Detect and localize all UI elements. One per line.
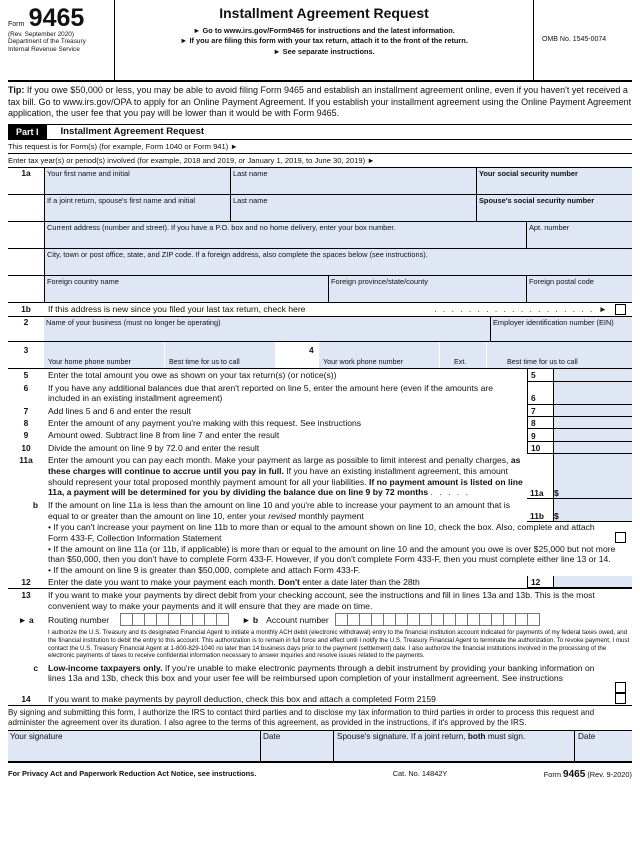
line-13c-text: Low-income taxpayers only. If you're unable to make electronic payments through a debit instrument by providing your banking information on lines 13a and 13b, check this box and your user fee will be reimbursed upon completion of your installment agreement. See instructions [48, 662, 595, 684]
line-number: c [33, 662, 38, 673]
line-box-label: 9 [527, 429, 553, 441]
part-1-title: Installment Agreement Request [60, 126, 205, 138]
privacy-notice: For Privacy Act and Paperwork Reduction Act Notice, see instructions. [8, 769, 257, 779]
line-number: 11a [19, 455, 33, 466]
line-11b-text: If the amount on line 11a is less than the amount on line 10 and you're able to increase your payment to an amount that is equal to or greater than the amount on line 10, enter your revised monthly payment [48, 500, 511, 521]
line-number: 3 [23, 345, 29, 356]
ach-authorization: I authorize the U.S. Treasury and its designated Financial Agent to initiate a monthly ACH debit (electronic withdrawal) entry to the financial institution account indicated for payments of my federal taxes owed, and the financial institution to debit the entry to this account. This authorization is to remain in full force and effect until I notify the U.S. Treasury Financial Agent to terminate the authorization. To revoke payment, I must contact the U.S. Treasury Financial Agent at 1-800-829-1040 no later than 14 business days prior to the payment (settlement) date. I also authorize the financial institutions involved in the processing of the electronic payments of taxes to receive confidential information necessary to answer inquiries and resolve issues related to the payments. [48, 629, 630, 660]
line-text: Amount owed. Subtract line 8 from line 7 and enter the result [48, 430, 280, 441]
spouse-last-name-field[interactable]: Last name [230, 195, 476, 221]
spouse-signature-field[interactable]: Spouse's signature. If a joint return, both must sign. [333, 731, 574, 761]
home-phone-field[interactable] [44, 342, 164, 368]
line-number: 1a [21, 168, 31, 179]
line-text: Divide the amount on line 9 by 72.0 and enter the result [48, 442, 260, 453]
omb-number: OMB No. 1545-0074 [533, 0, 632, 80]
line-9 [8, 429, 632, 441]
account-number-field[interactable] [335, 613, 539, 626]
line-11a-text: Enter the amount you can pay each month. Make your payment as large as possible to limit interest and penalty charges, as these charges will continue to accrue until you pay in full. If you have an existing installment agreement, this amount should represent your total proposed monthly payment amount for all your liabilities. If no payment amount is listed on line 11a, a payment will be determined for you by dividing the balance due on line 9 by 72 months . . . . . [48, 455, 523, 498]
foreign-province-field[interactable]: Foreign province/state/county [328, 276, 526, 302]
line-number: 4 [309, 345, 314, 356]
tip-text: If you owe $50,000 or less, you may be able to avoid filing Form 9465 and establish an installment agreement online, even if you haven't yet received a tax bill. Go to www.irs.gov/OPA to apply for an Online Payment Agreement. If you establish your installment agreement using the Online Payment Agreement application, the user fee that you pay will be lower than it would be with Form 9465. [8, 85, 632, 119]
best-time-label: Best time for us to call [169, 357, 240, 367]
line-13b-number: ► b [242, 614, 259, 625]
line-7 [8, 405, 632, 417]
line-11b [8, 499, 632, 522]
line-13c [8, 662, 632, 693]
line-text: Add lines 5 and 6 and enter the result [48, 405, 191, 416]
ssn-field[interactable]: Your social security number [476, 168, 632, 194]
spouse-row [8, 195, 632, 222]
line-13 [8, 589, 632, 612]
ext-label: Ext. [454, 357, 467, 367]
foreign-postal-field[interactable]: Foreign postal code [526, 276, 632, 302]
line-6 [8, 382, 632, 405]
spouse-ssn-field[interactable]: Spouse's social security number [476, 195, 632, 221]
ein-field[interactable]: Employer identification number (EIN) [490, 317, 632, 341]
bullet-25000: • If the amount on line 11a (or 11b, if applicable) is more than or equal to the amount on line 10 and the amount you owe is over $25,000 but not more than $50,000, then you don't have to complete Form 433-F. However, if you don't complete Form 433-F, then you must complete either line 13 or 14. [48, 543, 616, 565]
bullet-50000: • If the amount on line 9 is greater than $50,000, complete and attach Form 433-F. [48, 565, 361, 576]
bullet-433f: • If you can't increase your payment on line 11b to more than or equal to the amount shown on line 10, check the box. Also, complete and attach Form 433-F, Collection Information Statement [8, 522, 632, 543]
first-name-field[interactable]: Your first name and initial [44, 168, 230, 194]
amount-field[interactable] [553, 405, 632, 417]
part-1-header [8, 125, 632, 140]
digit-box[interactable] [216, 613, 229, 626]
line-box-label: 8 [527, 417, 553, 429]
line-text: If you have any additional balances due that aren't reported on line 5, enter the amount here (even if the amounts are included in an existing installment agreement) [48, 382, 493, 404]
account-label: Account number [266, 614, 329, 625]
revised-payment-field[interactable]: $ [553, 499, 632, 522]
foreign-country-field[interactable]: Foreign country name [44, 276, 328, 302]
line-box-label: 5 [527, 369, 553, 381]
revision-date: (Rev. September 2020) [8, 31, 74, 38]
line-number: 9 [23, 430, 29, 441]
name-row [8, 168, 632, 195]
instruction-line-2: ► If you are filing this form with your tax return, attach it to the front of the return. [180, 36, 468, 46]
routing-label: Routing number [48, 614, 110, 625]
ext-field[interactable] [439, 342, 486, 368]
line-13-text: If you want to make your payments by direct debit from your checking account, see the instructions and fill in lines 13a and 13b. This is the most convenient way to make your payments and it will ensure that they are made on time. [48, 590, 595, 611]
date-field[interactable]: Date [260, 731, 333, 761]
form-label: Form [8, 21, 25, 28]
amount-field[interactable] [553, 429, 632, 441]
line-number: 14 [21, 694, 31, 705]
department: Department of the Treasury [8, 38, 86, 46]
instruction-line-1: ► Go to www.irs.gov/Form9465 for instructions and the latest information. [193, 26, 455, 36]
last-name-field[interactable]: Last name [230, 168, 476, 194]
best-time-2-field[interactable] [486, 342, 632, 368]
line-text: Enter the total amount you owe as shown on your tax return(s) (or notice(s)) [48, 370, 337, 381]
amount-field[interactable] [553, 382, 632, 405]
line-number: 6 [23, 382, 29, 393]
payment-date-field[interactable] [553, 576, 632, 588]
line-14-text: If you want to make payments by payroll deduction, check this box and attach a completed Form 2159 [48, 693, 436, 704]
form-footer [8, 763, 632, 781]
low-income-checkbox[interactable] [615, 682, 626, 693]
best-time-label: Best time for us to call [507, 357, 578, 367]
line-box-label: 6 [527, 382, 553, 405]
line-number: 8 [23, 418, 29, 428]
footer-form-id: Form 9465 (Rev. 9-2020) [543, 769, 632, 781]
form-page [8, 0, 632, 782]
line-11a-box-label: 11a [527, 454, 553, 499]
amount-lines [8, 369, 632, 454]
line-text: Enter the amount of any payment you're making with this request. See instructions [48, 418, 362, 428]
home-phone-label: Your home phone number [48, 357, 131, 367]
business-row [8, 317, 632, 342]
form-title: Installment Agreement Request [219, 5, 429, 21]
line-number: 10 [21, 442, 31, 453]
spouse-first-name-field[interactable]: If a joint return, spouse's first name and initial [44, 195, 230, 221]
monthly-payment-field[interactable]: $ [553, 454, 632, 499]
form-header [8, 0, 632, 82]
address-row [8, 222, 632, 249]
new-address-checkbox[interactable] [615, 304, 626, 315]
line-12-text: Enter the date you want to make your payment each month. Don't enter a date later than the 28th [48, 576, 420, 587]
tip-label: Tip: [8, 85, 25, 95]
line-11b-box-label: 11b [527, 499, 553, 522]
line-number: 2 [23, 317, 29, 328]
form-request-field[interactable]: This request is for Form(s) (for example, Form 1040 or Form 941) ► [8, 140, 632, 154]
work-phone-field[interactable] [319, 342, 439, 368]
part-1-tag: Part I [8, 125, 47, 139]
line-number: 12 [21, 576, 31, 587]
work-phone-label: Your work phone number [323, 357, 404, 367]
digit-box[interactable] [527, 613, 540, 626]
line-5 [8, 369, 632, 381]
line-number: b [32, 500, 38, 511]
line-number: 5 [23, 370, 29, 381]
line-11a [8, 454, 632, 499]
amount-field[interactable] [553, 442, 632, 454]
agency: Internal Revenue Service [8, 45, 80, 53]
instruction-line-3: ► See separate instructions. [273, 46, 375, 56]
line-14 [8, 693, 632, 705]
line-12 [8, 576, 632, 589]
form-id-block [8, 0, 115, 80]
line-10 [8, 442, 632, 454]
best-time-1-field[interactable] [164, 342, 275, 368]
address-field[interactable]: Current address (number and street). If you have a P.O. box and no home delivery, enter your box number. [44, 222, 526, 248]
433f-checkbox[interactable] [615, 532, 626, 543]
phone-row [8, 342, 632, 369]
city-row [8, 249, 632, 276]
routing-number-field[interactable] [120, 613, 228, 626]
form-number: 9465 [28, 4, 85, 32]
line-1b [8, 303, 632, 317]
leader-dots: . . . . . [430, 487, 471, 498]
tax-years-field[interactable]: Enter tax year(s) or period(s) involved (for example, 2018 and 2019, or January 1, 2019, to June 30, 2019) ► [8, 154, 632, 168]
line-8 [8, 417, 632, 429]
payroll-deduction-checkbox[interactable] [615, 693, 626, 704]
line-box-label: 10 [527, 442, 553, 454]
city-field[interactable]: City, town or post office, state, and ZIP code. If a foreign address, also complete the spaces below (see instructions). [44, 249, 632, 275]
line-number: 7 [23, 405, 29, 416]
form-title-block [115, 0, 533, 80]
line-13a-13b [8, 612, 632, 627]
line-1b-text: If this address is new since you filed your last tax return, check here [48, 304, 306, 315]
line-box-label: 7 [527, 405, 553, 417]
amount-field[interactable] [553, 369, 632, 381]
your-signature-field[interactable]: Your signature [8, 731, 260, 761]
signature-authorization: By signing and submitting this form, I authorize the IRS to contact third parties and to disclose my tax information to third parties in order to process this request and administer the agreement over its duration. I also agree to the terms of this agreement, as provided in the instructions, if it's approved by the IRS. [8, 705, 632, 731]
leader-dots: . . . . . . . . . . . . . . . . . . . ► [434, 304, 609, 315]
foreign-row [8, 276, 632, 303]
tip-paragraph [8, 82, 632, 125]
line-number: 1b [21, 304, 31, 315]
line-number: ► a [18, 615, 34, 626]
apt-number-field[interactable]: Apt. number [526, 222, 632, 248]
spouse-date-field[interactable]: Date [574, 731, 632, 761]
line-number: 13 [21, 590, 31, 601]
amount-field[interactable] [553, 417, 632, 429]
business-name-field[interactable]: Name of your business (must no longer be operating) [44, 317, 490, 341]
catalog-number: Cat. No. 14842Y [392, 769, 448, 779]
signature-row [8, 731, 632, 763]
line-12-box-label: 12 [527, 576, 553, 588]
